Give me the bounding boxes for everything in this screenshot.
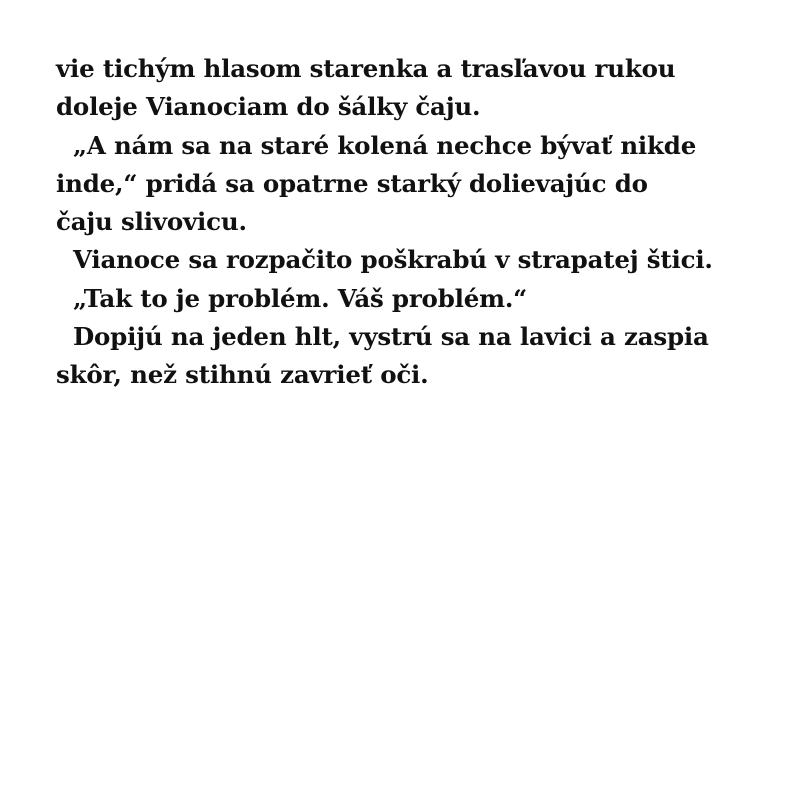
- text-line-6: Vianoce sa rozpačito poškrabú v strapatej štici.: [73, 245, 713, 275]
- text-line-8: Dopijú na jeden hlt, vystrú sa na lavici a zaspia: [73, 322, 709, 352]
- text-line-9: skôr, než stihnú zavrieť oči.: [56, 360, 429, 390]
- text-line-2: doleje Vianociam do šálky čaju.: [56, 92, 481, 122]
- text-line-1: vie tichým hlasom starenka a trasľavou rukou: [56, 54, 676, 83]
- text-line-4: inde,“ pridá sa opatrne starký dolievajúc do: [56, 168, 648, 198]
- text-line-5: čaju slivovicu.: [56, 207, 247, 237]
- story-text: [56, 50, 776, 395]
- text-line-3: „A nám sa na staré kolená nechce bývať nikde: [73, 130, 697, 160]
- text-line-7: „Tak to je problém. Váš problém.“: [73, 283, 528, 313]
